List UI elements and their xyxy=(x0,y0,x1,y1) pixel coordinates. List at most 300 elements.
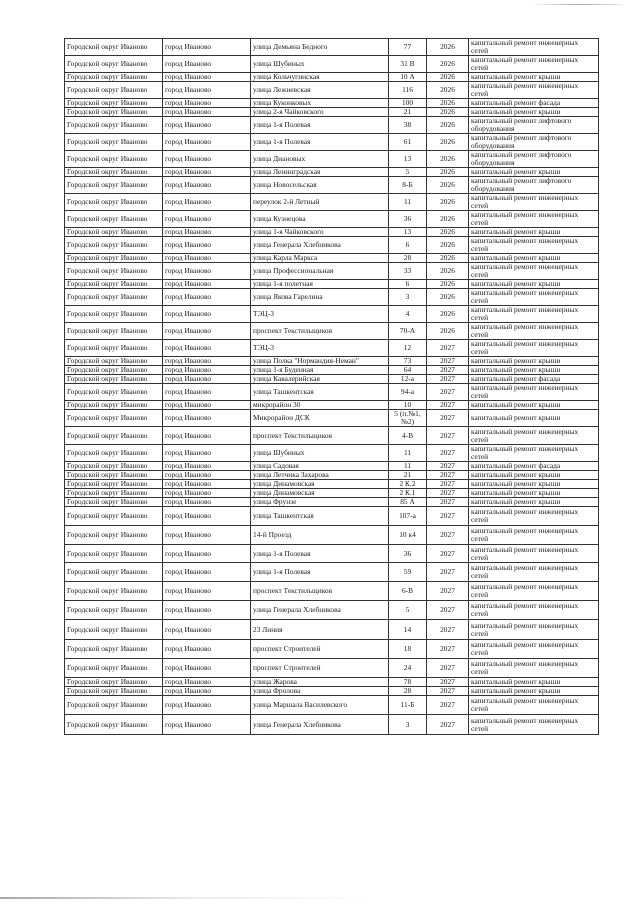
cell-house-number: 38 xyxy=(389,117,427,134)
cell-house-number: 28 xyxy=(389,254,427,263)
cell-street: улица Ташкентская xyxy=(251,384,389,401)
cell-work-type: капитальный ремонт инженерных сетей xyxy=(469,582,599,601)
cell-year: 2027 xyxy=(427,659,469,678)
table-row xyxy=(65,323,599,340)
cell-house-number: 73 xyxy=(389,357,427,366)
cell-year: 2027 xyxy=(427,507,469,526)
cell-house-number: 14 xyxy=(389,620,427,640)
cell-work-type: капитальный ремонт инженерных сетей xyxy=(469,56,599,73)
cell-house-number: 5 xyxy=(389,601,427,620)
table-row xyxy=(65,340,599,357)
cell-district: Городской округ Иваново xyxy=(65,640,163,659)
cell-street: улица 1-я Буденная xyxy=(251,366,389,375)
cell-district: Городской округ Иваново xyxy=(65,601,163,620)
table-row xyxy=(65,99,599,108)
cell-house-number: 77 xyxy=(389,39,427,56)
cell-year: 2027 xyxy=(427,715,469,735)
scan-artifact-bottom xyxy=(0,897,640,899)
cell-year: 2026 xyxy=(427,306,469,323)
cell-house-number: 24 xyxy=(389,659,427,678)
table-row xyxy=(65,715,599,735)
cell-district: Городской округ Иваново xyxy=(65,108,163,117)
cell-district: Городской округ Иваново xyxy=(65,117,163,134)
cell-street: улица 1-я Полевая xyxy=(251,134,389,151)
cell-street: улица Демьяна Бедного xyxy=(251,39,389,56)
cell-city: город Иваново xyxy=(163,687,251,696)
cell-district: Городской округ Иваново xyxy=(65,73,163,82)
cell-district: Городской округ Иваново xyxy=(65,56,163,73)
cell-house-number: 33 xyxy=(389,263,427,280)
cell-year: 2027 xyxy=(427,640,469,659)
cell-city: город Иваново xyxy=(163,117,251,134)
cell-street: 14-й Проезд xyxy=(251,526,389,545)
cell-district: Городской округ Иваново xyxy=(65,323,163,340)
table-row xyxy=(65,526,599,545)
table-row xyxy=(65,582,599,601)
cell-year: 2027 xyxy=(427,427,469,445)
table-row xyxy=(65,410,599,427)
cell-work-type: капитальный ремонт инженерных сетей xyxy=(469,82,599,99)
cell-street: улица Лежневская xyxy=(251,82,389,99)
cell-district: Городской округ Иваново xyxy=(65,263,163,280)
cell-work-type: капитальный ремонт крыши xyxy=(469,480,599,489)
cell-street: ТЭЦ-3 xyxy=(251,340,389,357)
cell-house-number: 2 К.2 xyxy=(389,480,427,489)
cell-city: город Иваново xyxy=(163,480,251,489)
cell-city: город Иваново xyxy=(163,526,251,545)
cell-district: Городской округ Иваново xyxy=(65,375,163,384)
cell-district: Городской округ Иваново xyxy=(65,462,163,471)
cell-street: проспект Текстильщиков xyxy=(251,582,389,601)
cell-house-number: 6 xyxy=(389,280,427,289)
cell-district: Городской округ Иваново xyxy=(65,306,163,323)
cell-district: Городской округ Иваново xyxy=(65,678,163,687)
cell-street: проспект Строителей xyxy=(251,659,389,678)
cell-house-number: 10 к4 xyxy=(389,526,427,545)
cell-city: город Иваново xyxy=(163,659,251,678)
table-row xyxy=(65,39,599,56)
cell-work-type: капитальный ремонт лифтового оборудования xyxy=(469,151,599,168)
cell-district: Городской округ Иваново xyxy=(65,507,163,526)
cell-city: город Иваново xyxy=(163,384,251,401)
cell-work-type: капитальный ремонт фасада xyxy=(469,462,599,471)
table-row xyxy=(65,696,599,715)
cell-street: проспект Строителей xyxy=(251,640,389,659)
cell-city: город Иваново xyxy=(163,462,251,471)
cell-house-number: 3 xyxy=(389,289,427,306)
table-row xyxy=(65,134,599,151)
table-row xyxy=(65,56,599,73)
cell-city: город Иваново xyxy=(163,211,251,228)
cell-city: город Иваново xyxy=(163,289,251,306)
cell-work-type: капитальный ремонт крыши xyxy=(469,489,599,498)
cell-city: город Иваново xyxy=(163,401,251,410)
cell-year: 2026 xyxy=(427,194,469,211)
cell-district: Городской округ Иваново xyxy=(65,99,163,108)
cell-work-type: капитальный ремонт фасада xyxy=(469,99,599,108)
cell-district: Городской округ Иваново xyxy=(65,211,163,228)
cell-street: улица Садовая xyxy=(251,462,389,471)
table-row xyxy=(65,211,599,228)
cell-work-type: капитальный ремонт инженерных сетей xyxy=(469,211,599,228)
cell-district: Городской округ Иваново xyxy=(65,480,163,489)
cell-district: Городской округ Иваново xyxy=(65,168,163,177)
cell-district: Городской округ Иваново xyxy=(65,280,163,289)
cell-city: город Иваново xyxy=(163,640,251,659)
cell-city: город Иваново xyxy=(163,254,251,263)
cell-year: 2027 xyxy=(427,678,469,687)
cell-city: город Иваново xyxy=(163,263,251,280)
cell-street: улица Профессиональная xyxy=(251,263,389,280)
cell-city: город Иваново xyxy=(163,177,251,194)
cell-city: город Иваново xyxy=(163,168,251,177)
cell-house-number: 21 xyxy=(389,108,427,117)
table-row xyxy=(65,82,599,99)
cell-street: улица Ташкентская xyxy=(251,507,389,526)
cell-district: Городской округ Иваново xyxy=(65,696,163,715)
cell-district: Городской округ Иваново xyxy=(65,151,163,168)
cell-house-number: 100 xyxy=(389,99,427,108)
cell-year: 2027 xyxy=(427,471,469,480)
cell-house-number: 21 xyxy=(389,471,427,480)
cell-work-type: капитальный ремонт инженерных сетей xyxy=(469,620,599,640)
table-row xyxy=(65,507,599,526)
cell-year: 2027 xyxy=(427,410,469,427)
cell-year: 2026 xyxy=(427,168,469,177)
registry-table xyxy=(64,38,599,735)
cell-year: 2026 xyxy=(427,177,469,194)
cell-work-type: капитальный ремонт крыши xyxy=(469,168,599,177)
cell-house-number: 10 А xyxy=(389,73,427,82)
cell-year: 2026 xyxy=(427,211,469,228)
cell-district: Городской округ Иваново xyxy=(65,289,163,306)
cell-city: город Иваново xyxy=(163,427,251,445)
cell-house-number: 12-а xyxy=(389,375,427,384)
table-row xyxy=(65,375,599,384)
cell-house-number: 3 xyxy=(389,715,427,735)
cell-house-number: 2 К.1 xyxy=(389,489,427,498)
cell-house-number: 5 xyxy=(389,168,427,177)
cell-house-number: 28 xyxy=(389,687,427,696)
cell-year: 2026 xyxy=(427,82,469,99)
cell-city: город Иваново xyxy=(163,306,251,323)
cell-work-type: капитальный ремонт крыши xyxy=(469,254,599,263)
cell-city: город Иваново xyxy=(163,507,251,526)
cell-district: Городской округ Иваново xyxy=(65,582,163,601)
cell-work-type: капитальный ремонт крыши xyxy=(469,498,599,507)
cell-street: микрорайон 30 xyxy=(251,401,389,410)
cell-street: переулок 2-й Летный xyxy=(251,194,389,211)
cell-house-number: 11 xyxy=(389,194,427,211)
cell-city: город Иваново xyxy=(163,715,251,735)
cell-work-type: капитальный ремонт инженерных сетей xyxy=(469,306,599,323)
cell-work-type: капитальный ремонт инженерных сетей xyxy=(469,39,599,56)
table-row xyxy=(65,280,599,289)
cell-work-type: капитальный ремонт крыши xyxy=(469,687,599,696)
cell-year: 2027 xyxy=(427,384,469,401)
cell-work-type: капитальный ремонт инженерных сетей xyxy=(469,659,599,678)
cell-street: улица Кавалерийская xyxy=(251,375,389,384)
cell-district: Городской округ Иваново xyxy=(65,410,163,427)
cell-year: 2027 xyxy=(427,401,469,410)
cell-street: улица Карла Маркса xyxy=(251,254,389,263)
cell-street: улица Фрунзе xyxy=(251,498,389,507)
cell-street: улица Полка "Нормандия-Неман" xyxy=(251,357,389,366)
cell-house-number: 18 xyxy=(389,640,427,659)
cell-city: город Иваново xyxy=(163,696,251,715)
cell-year: 2026 xyxy=(427,289,469,306)
cell-city: город Иваново xyxy=(163,471,251,480)
cell-city: город Иваново xyxy=(163,194,251,211)
cell-district: Городской округ Иваново xyxy=(65,357,163,366)
cell-work-type: капитальный ремонт инженерных сетей xyxy=(469,640,599,659)
table-row xyxy=(65,73,599,82)
cell-district: Городской округ Иваново xyxy=(65,401,163,410)
cell-street: Микрорайон ДСК xyxy=(251,410,389,427)
cell-year: 2026 xyxy=(427,280,469,289)
cell-year: 2027 xyxy=(427,545,469,563)
cell-street: проспект Текстильщиков xyxy=(251,323,389,340)
cell-district: Городской округ Иваново xyxy=(65,498,163,507)
cell-house-number: 11 xyxy=(389,462,427,471)
cell-house-number: 59 xyxy=(389,563,427,582)
cell-city: город Иваново xyxy=(163,678,251,687)
cell-work-type: капитальный ремонт инженерных сетей xyxy=(469,445,599,462)
cell-house-number: 107-а xyxy=(389,507,427,526)
cell-city: город Иваново xyxy=(163,601,251,620)
cell-year: 2027 xyxy=(427,366,469,375)
cell-year: 2026 xyxy=(427,56,469,73)
cell-city: город Иваново xyxy=(163,56,251,73)
table-row xyxy=(65,427,599,445)
cell-city: город Иваново xyxy=(163,39,251,56)
cell-year: 2026 xyxy=(427,263,469,280)
cell-year: 2027 xyxy=(427,620,469,640)
cell-work-type: капитальный ремонт лифтового оборудования xyxy=(469,177,599,194)
cell-house-number: 78 xyxy=(389,678,427,687)
cell-year: 2027 xyxy=(427,687,469,696)
cell-city: город Иваново xyxy=(163,357,251,366)
cell-house-number: 6 xyxy=(389,237,427,254)
cell-city: город Иваново xyxy=(163,445,251,462)
cell-district: Городской округ Иваново xyxy=(65,194,163,211)
table-row xyxy=(65,254,599,263)
cell-work-type: капитальный ремонт крыши xyxy=(469,410,599,427)
cell-house-number: 11 xyxy=(389,445,427,462)
cell-year: 2027 xyxy=(427,563,469,582)
cell-house-number: 6-В xyxy=(389,582,427,601)
cell-district: Городской округ Иваново xyxy=(65,445,163,462)
cell-house-number: 61 xyxy=(389,134,427,151)
cell-district: Городской округ Иваново xyxy=(65,489,163,498)
cell-year: 2026 xyxy=(427,117,469,134)
table-row xyxy=(65,659,599,678)
cell-street: улица Диановых xyxy=(251,151,389,168)
cell-city: город Иваново xyxy=(163,620,251,640)
cell-year: 2027 xyxy=(427,445,469,462)
cell-city: город Иваново xyxy=(163,489,251,498)
cell-district: Городской округ Иваново xyxy=(65,563,163,582)
cell-house-number: 8-Б xyxy=(389,177,427,194)
table-row xyxy=(65,445,599,462)
cell-work-type: капитальный ремонт крыши xyxy=(469,471,599,480)
cell-work-type: капитальный ремонт крыши xyxy=(469,108,599,117)
table-row xyxy=(65,620,599,640)
cell-street: улица Генерала Хлебникова xyxy=(251,715,389,735)
cell-house-number: 13 xyxy=(389,228,427,237)
cell-house-number: 36 xyxy=(389,211,427,228)
cell-street: улица Летчика Захарова xyxy=(251,471,389,480)
cell-work-type: капитальный ремонт крыши xyxy=(469,73,599,82)
cell-street: улица Маршала Василевского xyxy=(251,696,389,715)
cell-city: город Иваново xyxy=(163,108,251,117)
table-row xyxy=(65,678,599,687)
cell-district: Городской округ Иваново xyxy=(65,237,163,254)
cell-work-type: капитальный ремонт инженерных сетей xyxy=(469,384,599,401)
cell-year: 2026 xyxy=(427,134,469,151)
table-row xyxy=(65,357,599,366)
cell-year: 2027 xyxy=(427,601,469,620)
table-row xyxy=(65,177,599,194)
cell-district: Городской округ Иваново xyxy=(65,471,163,480)
cell-street: улица Якова Гарелина xyxy=(251,289,389,306)
cell-city: город Иваново xyxy=(163,237,251,254)
cell-year: 2027 xyxy=(427,375,469,384)
cell-street: улица Генерала Хлебникова xyxy=(251,601,389,620)
cell-work-type: капитальный ремонт лифтового оборудования xyxy=(469,134,599,151)
cell-city: город Иваново xyxy=(163,323,251,340)
cell-house-number: 94-а xyxy=(389,384,427,401)
cell-district: Городской округ Иваново xyxy=(65,228,163,237)
cell-street: улица Генерала Хлебникова xyxy=(251,237,389,254)
cell-street: улица Кузнецова xyxy=(251,211,389,228)
cell-year: 2026 xyxy=(427,254,469,263)
cell-year: 2026 xyxy=(427,39,469,56)
table-row xyxy=(65,168,599,177)
cell-city: город Иваново xyxy=(163,280,251,289)
cell-work-type: капитальный ремонт инженерных сетей xyxy=(469,427,599,445)
cell-street: улица 1-я Полевая xyxy=(251,563,389,582)
cell-district: Городской округ Иваново xyxy=(65,427,163,445)
cell-work-type: капитальный ремонт инженерных сетей xyxy=(469,289,599,306)
table-row xyxy=(65,471,599,480)
cell-work-type: капитальный ремонт инженерных сетей xyxy=(469,696,599,715)
cell-work-type: капитальный ремонт крыши xyxy=(469,280,599,289)
cell-street: улица Новосельская xyxy=(251,177,389,194)
cell-city: город Иваново xyxy=(163,73,251,82)
cell-district: Городской округ Иваново xyxy=(65,526,163,545)
cell-district: Городской округ Иваново xyxy=(65,82,163,99)
cell-street: улица Динамовская xyxy=(251,480,389,489)
cell-work-type: капитальный ремонт крыши xyxy=(469,357,599,366)
cell-street: улица Динамовская xyxy=(251,489,389,498)
cell-city: город Иваново xyxy=(163,563,251,582)
cell-city: город Иваново xyxy=(163,340,251,357)
table-row xyxy=(65,228,599,237)
cell-house-number: 64 xyxy=(389,366,427,375)
scan-artifact-top xyxy=(532,4,622,5)
cell-year: 2026 xyxy=(427,73,469,82)
table-row xyxy=(65,194,599,211)
table-row xyxy=(65,151,599,168)
cell-work-type: капитальный ремонт инженерных сетей xyxy=(469,601,599,620)
cell-city: город Иваново xyxy=(163,134,251,151)
cell-work-type: капитальный ремонт инженерных сетей xyxy=(469,507,599,526)
cell-city: город Иваново xyxy=(163,366,251,375)
cell-year: 2026 xyxy=(427,228,469,237)
cell-work-type: капитальный ремонт инженерных сетей xyxy=(469,545,599,563)
table-row xyxy=(65,237,599,254)
cell-work-type: капитальный ремонт инженерных сетей xyxy=(469,237,599,254)
cell-street: улица 2-я Чайковского xyxy=(251,108,389,117)
table-row xyxy=(65,117,599,134)
cell-house-number: 4-В xyxy=(389,427,427,445)
cell-work-type: капитальный ремонт инженерных сетей xyxy=(469,715,599,735)
table-row xyxy=(65,489,599,498)
table-row xyxy=(65,366,599,375)
cell-city: город Иваново xyxy=(163,582,251,601)
cell-street: улица Шубиных xyxy=(251,56,389,73)
cell-district: Городской округ Иваново xyxy=(65,384,163,401)
cell-street: 23 Линия xyxy=(251,620,389,640)
cell-house-number: 36 xyxy=(389,545,427,563)
cell-work-type: капитальный ремонт лифтового оборудования xyxy=(469,117,599,134)
cell-street: улица Жарова xyxy=(251,678,389,687)
cell-house-number: 70-А xyxy=(389,323,427,340)
cell-year: 2027 xyxy=(427,498,469,507)
cell-year: 2027 xyxy=(427,340,469,357)
cell-work-type: капитальный ремонт инженерных сетей xyxy=(469,323,599,340)
cell-house-number: 10 xyxy=(389,401,427,410)
table-row xyxy=(65,108,599,117)
cell-city: город Иваново xyxy=(163,228,251,237)
cell-year: 2026 xyxy=(427,151,469,168)
cell-work-type: капитальный ремонт крыши xyxy=(469,678,599,687)
cell-work-type: капитальный ремонт фасада xyxy=(469,375,599,384)
cell-city: город Иваново xyxy=(163,151,251,168)
cell-work-type: капитальный ремонт инженерных сетей xyxy=(469,563,599,582)
cell-district: Городской округ Иваново xyxy=(65,659,163,678)
cell-year: 2027 xyxy=(427,357,469,366)
cell-street: улица Кольчугинская xyxy=(251,73,389,82)
cell-house-number: 5 (п.№1, №2) xyxy=(389,410,427,427)
cell-work-type: капитальный ремонт крыши xyxy=(469,366,599,375)
cell-work-type: капитальный ремонт инженерных сетей xyxy=(469,194,599,211)
cell-district: Городской округ Иваново xyxy=(65,687,163,696)
cell-year: 2027 xyxy=(427,462,469,471)
cell-house-number: 12 xyxy=(389,340,427,357)
cell-year: 2026 xyxy=(427,108,469,117)
cell-house-number: 11-Б xyxy=(389,696,427,715)
cell-street: ТЭЦ-3 xyxy=(251,306,389,323)
cell-house-number: 116 xyxy=(389,82,427,99)
cell-year: 2027 xyxy=(427,696,469,715)
cell-house-number: 85 А xyxy=(389,498,427,507)
cell-district: Городской округ Иваново xyxy=(65,177,163,194)
registry-table-body xyxy=(65,39,599,735)
cell-district: Городской округ Иваново xyxy=(65,254,163,263)
cell-work-type: капитальный ремонт инженерных сетей xyxy=(469,263,599,280)
cell-city: город Иваново xyxy=(163,375,251,384)
cell-year: 2026 xyxy=(427,99,469,108)
cell-city: город Иваново xyxy=(163,545,251,563)
cell-district: Городской округ Иваново xyxy=(65,39,163,56)
cell-district: Городской округ Иваново xyxy=(65,545,163,563)
cell-district: Городской округ Иваново xyxy=(65,366,163,375)
cell-work-type: капитальный ремонт крыши xyxy=(469,401,599,410)
table-row xyxy=(65,601,599,620)
table-row xyxy=(65,498,599,507)
